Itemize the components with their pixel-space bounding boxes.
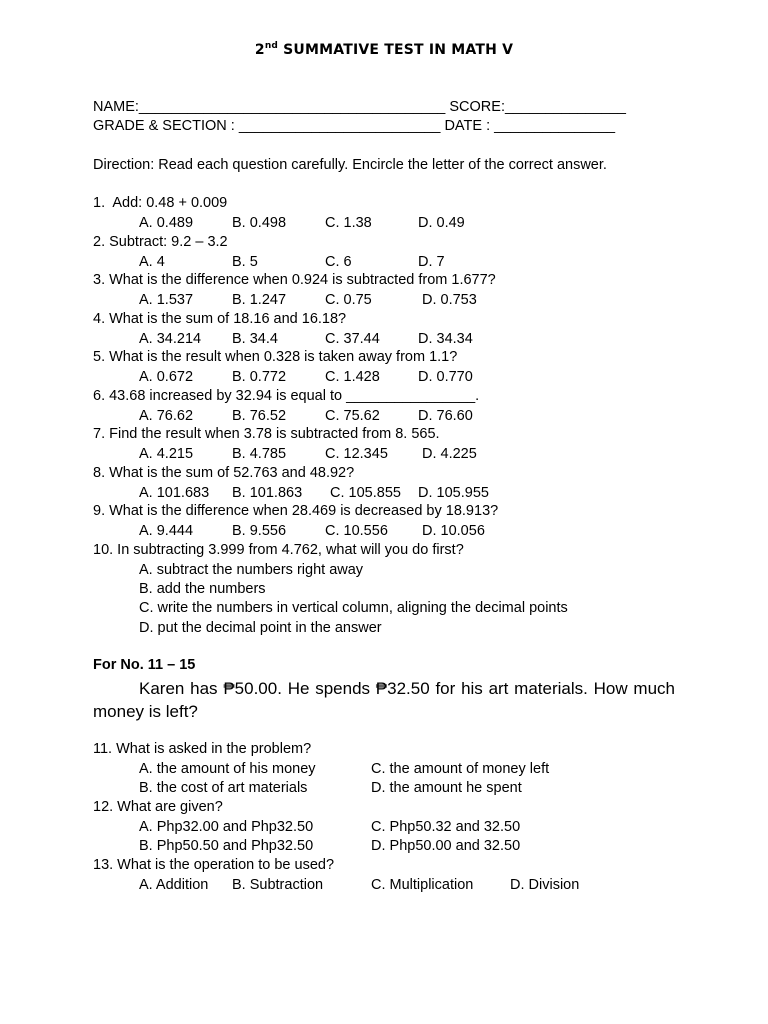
q7-option-c: C. 12.345 [325, 446, 388, 462]
q1-option-a: A. 0.489 [139, 215, 194, 231]
q13-option-b: B. Subtraction [232, 877, 324, 893]
q4-option-d: D. 34.34 [418, 330, 473, 347]
q7-option-d: D. 4.225 [422, 446, 477, 462]
question-4: 4. What is the sum of 18.16 and 16.18? [93, 310, 347, 327]
q5-option-a: A. 0.672 [139, 369, 194, 385]
q6-option-a: A. 76.62 [139, 407, 194, 424]
q9-option-b: B. 9.556 [232, 523, 287, 539]
question-8: 8. What is the sum of 52.763 and 48.92? [93, 464, 355, 481]
question-6: 6. 43.68 increased by 32.94 is equal to ________________. [93, 387, 480, 404]
q12-option-b: B. Php50.50 and Php32.50 [139, 838, 314, 854]
q7-option-b: B. 4.785 [232, 446, 287, 462]
grade-date-line: GRADE & SECTION : _________________________ DATE : _______________ [93, 118, 616, 134]
q2-option-d: D. 7 [418, 253, 445, 270]
title-superscript: nd [264, 41, 279, 51]
title-number: 2 [254, 42, 265, 58]
q8-option-a: A. 101.683 [139, 484, 210, 501]
question-3: 3. What is the difference when 0.924 is subtracted from 1.677? [93, 272, 496, 288]
q10-option-b: B. add the numbers [139, 581, 266, 597]
q11-option-d: D. the amount he spent [371, 780, 522, 796]
q3-option-a: A. 1.537 [139, 292, 194, 308]
q4-option-a: A. 34.214 [139, 330, 202, 347]
q7-option-a: A. 4.215 [139, 446, 194, 462]
q1-option-d: D. 0.49 [418, 215, 465, 231]
question-10: 10. In subtracting 3.999 from 4.762, what will you do first? [93, 542, 464, 558]
question-13: 13. What is the operation to be used? [93, 857, 335, 873]
q11-option-c: C. the amount of money left [371, 761, 550, 777]
q3-option-d: D. 0.753 [422, 292, 477, 308]
q13-option-a: A. Addition [139, 877, 209, 893]
q11-option-b: B. the cost of art materials [139, 780, 308, 796]
q12-option-c: C. Php50.32 and 32.50 [371, 819, 521, 835]
q4-option-b: B. 34.4 [232, 330, 278, 347]
q2-option-b: B. 5 [232, 253, 258, 270]
q13-option-d: D. Division [510, 877, 580, 893]
name-score-line: NAME:______________________________________ SCORE:_______________ [93, 99, 626, 115]
question-7: 7. Find the result when 3.78 is subtracted from 8. 565. [93, 426, 440, 442]
q12-option-d: D. Php50.00 and 32.50 [371, 838, 521, 854]
section-heading: For No. 11 – 15 [93, 657, 196, 673]
q4-option-c: C. 37.44 [325, 330, 380, 347]
q8-option-b: B. 101.863 [232, 484, 303, 501]
q5-option-d: D. 0.770 [418, 369, 473, 385]
q9-option-a: A. 9.444 [139, 523, 194, 539]
q2-option-a: A. 4 [139, 253, 165, 270]
q3-option-b: B. 1.247 [232, 292, 287, 308]
q2-option-c: C. 6 [325, 253, 352, 270]
title-text: SUMMATIVE TEST IN MATH V [278, 42, 514, 58]
q13-option-c: C. Multiplication [371, 877, 474, 893]
question-12: 12. What are given? [93, 799, 223, 815]
question-1: 1. Add: 0.48 + 0.009 [93, 195, 228, 211]
q3-option-c: C. 0.75 [325, 292, 372, 308]
q10-option-c: C. write the numbers in vertical column, aligning the decimal points [139, 600, 568, 616]
q6-option-c: C. 75.62 [325, 407, 380, 424]
q11-option-a: A. the amount of his money [139, 761, 316, 777]
q1-option-b: B. 0.498 [232, 215, 287, 231]
question-5: 5. What is the result when 0.328 is taken away from 1.1? [93, 349, 458, 365]
q5-option-b: B. 0.772 [232, 369, 287, 385]
direction-text: Direction: Read each question carefully. Encircle the letter of the correct answer. [93, 157, 607, 173]
q9-option-c: C. 10.556 [325, 523, 388, 539]
q9-option-d: D. 10.056 [422, 523, 485, 539]
q1-option-c: C. 1.38 [325, 215, 372, 231]
question-9: 9. What is the difference when 28.469 is decreased by 18.913? [93, 503, 499, 519]
q10-option-d: D. put the decimal point in the answer [139, 620, 382, 636]
q8-option-d: D. 105.955 [418, 484, 489, 501]
question-2: 2. Subtract: 9.2 – 3.2 [93, 233, 228, 250]
q12-option-a: A. Php32.00 and Php32.50 [139, 819, 314, 835]
q6-option-b: B. 76.52 [232, 407, 287, 424]
word-problem: Karen has ₱50.00. He spends ₱32.50 for his art materials. How much money is left? [93, 679, 675, 721]
q10-option-a: A. subtract the numbers right away [139, 562, 364, 578]
page-title [0, 41, 768, 58]
q5-option-c: C. 1.428 [325, 369, 380, 385]
question-11: 11. What is asked in the problem? [93, 741, 312, 757]
q6-option-d: D. 76.60 [418, 407, 473, 424]
q8-option-c: C. 105.855 [330, 484, 401, 501]
